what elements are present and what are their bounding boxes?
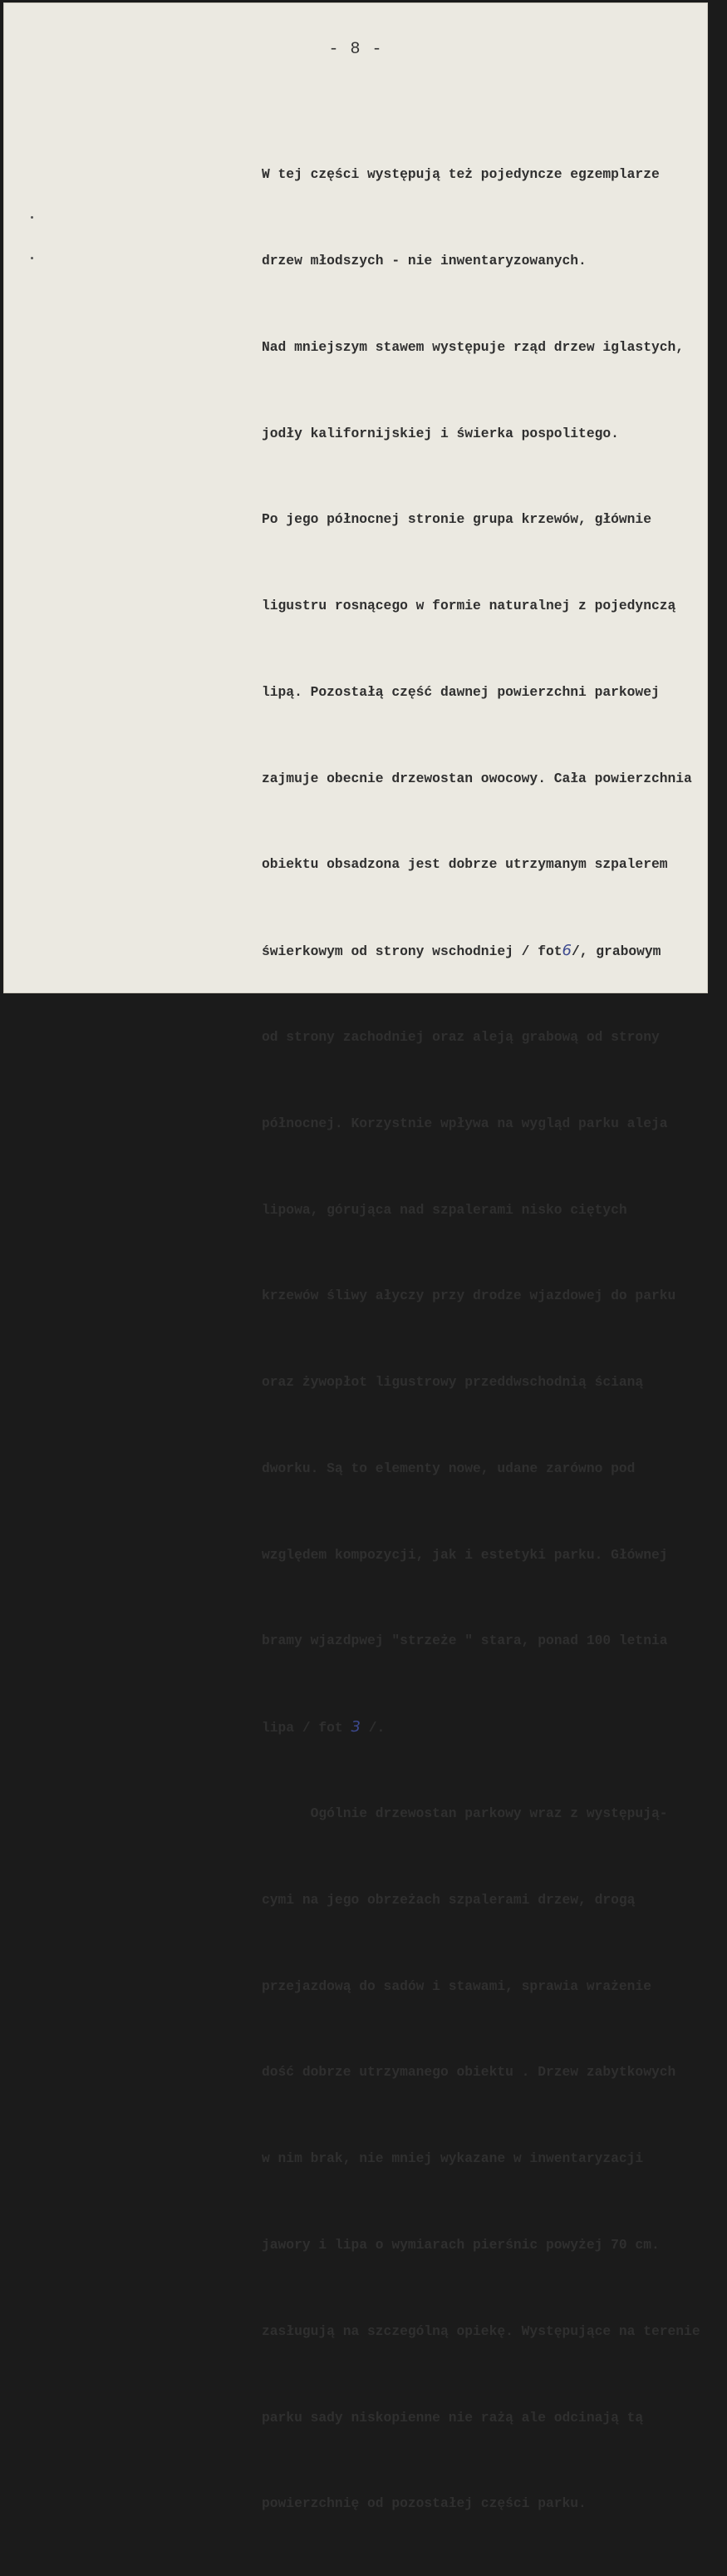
text-line: od strony zachodniej oraz aleją grabową od strony [262, 1029, 660, 1045]
text-line: jodły kalifornijskiej i świerka pospolitego. [262, 425, 619, 441]
text-line: cymi na jego obrzeżach szpalerami drzew, drogą [262, 1891, 636, 1908]
text-line: względem kompozycji, jak i estetyki parku. Głównej [262, 1546, 668, 1563]
text-line: ligustru rosnącego w formie naturalnej z pojedynczą [262, 598, 676, 614]
text-line: krzewów śliwy ałyczy przy drodze wjazdowej do parku [262, 1288, 676, 1304]
text-line-photo-ref [262, 1713, 727, 1742]
text-line: dworku. Są to elementy nowe, udane zarówno pod [262, 1460, 636, 1476]
margin-mark [31, 257, 33, 259]
text-line-photo-ref [262, 937, 727, 966]
text-segment: lipa / fot [262, 1720, 343, 1736]
text-line: przejazdową do sadów i stawami, sprawia wrażenie [262, 1978, 651, 1994]
document-page [3, 2, 708, 2512]
text-line: W tej części występują też pojedyncze egzemplarze [262, 166, 660, 183]
text-line: lipowa, górująca nad szpalerami nisko ciętych [262, 1201, 627, 1218]
text-line: dość dobrze utrzymanego obiektu . Drzew zabytkowych [262, 2064, 676, 2081]
handwritten-photo-number: 3 [351, 1718, 361, 1736]
text-line: parku sady niskopienne nie rażą ale odcinają tą [262, 2409, 644, 2426]
margin-mark [31, 216, 33, 219]
text-line: powierzchnię od pozostałej części parku. [262, 2495, 587, 2512]
text-line: lipą. Pozostałą część dawnej powierzchni parkowej [262, 683, 660, 700]
text-line: w nim brak, nie mniej wykazane w inwentaryzacji [262, 2150, 644, 2167]
text-line: bramy wjazdpwej "strzeże " stara, ponad 100 letnia [262, 1633, 668, 1649]
text-segment: /, grabowym [571, 943, 661, 960]
text-line: północnej. Korzystnie wpływa na wygląd parku aleja [262, 1115, 668, 1131]
text-line: obiektu obsadzona jest dobrze utrzymanym szpalerem [262, 856, 668, 873]
text-segment: /. [360, 1720, 386, 1736]
page-number: - 8 - [328, 40, 383, 59]
text-line: zasługują na szczególną opiekę. Występujące na terenie [262, 2322, 700, 2339]
text-line: oraz żywopłot ligustrowy przeddwschodnią ścianą [262, 1374, 644, 1391]
text-segment: świerkowym od strony wschodniej / fot [262, 943, 562, 960]
handwritten-photo-number: 6 [562, 942, 572, 960]
text-line: drzew młodszych - nie inwentaryzowanych. [262, 252, 587, 268]
text-line: zajmuje obecnie drzewostan owocowy. Cała powierzchnia [262, 770, 692, 786]
text-line: Ogólnie drzewostan parkowy wraz z występują- [262, 1805, 668, 1822]
text-line: jawory i lipa o wymiarach pierśnic powyżej 70 cm. [262, 2236, 660, 2253]
text-line: Po jego północnej stronie grupa krzewów, głównie [262, 511, 651, 528]
body-text [262, 103, 727, 2576]
text-line: Nad mniejszym stawem występuje rząd drzew iglastych, [262, 338, 685, 355]
